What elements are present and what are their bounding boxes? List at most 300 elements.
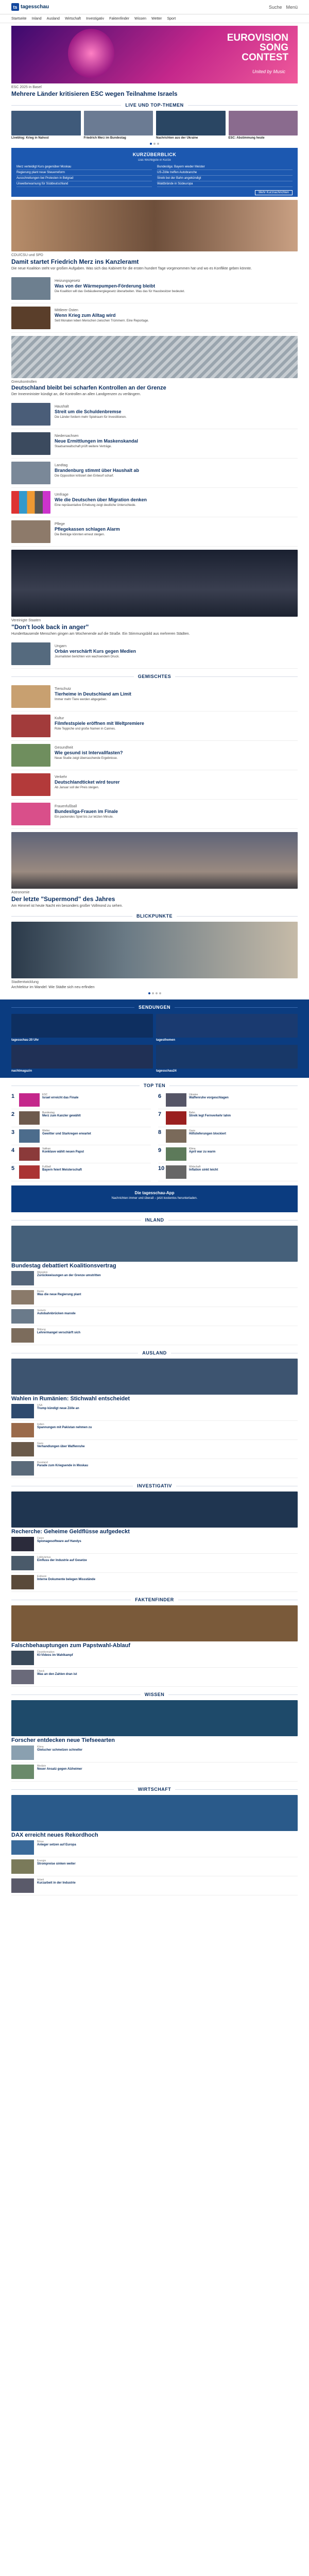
kurz-title: KURZÜBERBLICK	[132, 152, 177, 157]
fakten-title: KI-Videos im Wahlkampf	[37, 1654, 73, 1657]
wissen-kicker: Medizin	[37, 1765, 46, 1768]
story-kicker: Haushalt	[55, 405, 69, 409]
kurz-item[interactable]: Ausschreitungen bei Protesten in Belgrad	[16, 176, 152, 181]
invest-title: Spionagesoftware auf Handys	[37, 1540, 81, 1543]
fakten-thumb	[11, 1651, 34, 1665]
wire-kicker: Grenzkontrollen	[11, 380, 37, 384]
topten-item[interactable]	[158, 1145, 298, 1163]
live-card[interactable]	[156, 111, 226, 140]
story-teaser: Seit Monaten leben Menschen zwischen Trümmern. Eine Reportage.	[55, 319, 149, 323]
ausland-kicker: Gaza	[37, 1442, 43, 1445]
kurz-item[interactable]: Merz verteidigt Kurs gegenüber Moskau	[16, 164, 152, 170]
invest-thumb	[11, 1575, 34, 1589]
invest-thumb	[11, 1556, 34, 1570]
topten-item[interactable]	[11, 1127, 151, 1145]
invest-title-text: INVESTIGATIV	[133, 1483, 176, 1488]
story-teaser: Ab Januar soll der Preis steigen.	[55, 786, 99, 789]
inland-item[interactable]	[11, 1269, 298, 1288]
topten-title: Hilfslieferungen blockiert	[189, 1132, 227, 1136]
inland-item[interactable]	[11, 1288, 298, 1307]
sendung-thumb	[156, 1045, 298, 1069]
promo-text: Nachrichten immer und überall – jetzt kostenlos herunterladen.	[111, 1197, 198, 1200]
gemischt-title-text: GEMISCHTES	[134, 674, 176, 679]
sendungen-title-text: SENDUNGEN	[134, 1005, 175, 1010]
story-headline: Deutschlandticket wird teurer	[55, 779, 120, 785]
rank: 2	[11, 1111, 15, 1117]
topten-thumb	[19, 1129, 40, 1143]
fakten-title-text: FAKTENFINDER	[131, 1597, 178, 1602]
sendung-tile[interactable]	[156, 1045, 298, 1073]
wirtschaft-kicker: Arbeit	[37, 1878, 44, 1882]
wirtschaft-kicker: Energie	[37, 1859, 46, 1862]
kurz-subtitle: Das Wichtigste in Kürze	[138, 159, 171, 162]
story-headline: Wie die Deutschen über Migration denken	[55, 497, 147, 502]
inland-section-title	[11, 1217, 298, 1223]
sendung-tile[interactable]	[156, 1014, 298, 1042]
invest-item[interactable]	[11, 1573, 298, 1592]
blickpunkte-section-title	[11, 913, 298, 919]
story-teaser: Ein packendes Spiel bis zur letzten Minute.	[55, 816, 114, 819]
invest-kicker: Daten	[37, 1537, 44, 1540]
topten-kicker: Klima	[189, 1147, 196, 1150]
story-teaser: Immer mehr Tiere werden abgegeben.	[55, 698, 108, 701]
inland-item[interactable]	[11, 1326, 298, 1345]
invest-kicker: Exklusiv	[37, 1575, 47, 1578]
topten-item[interactable]	[158, 1109, 298, 1127]
topten-title: Konklave wählt neuen Papst	[42, 1150, 84, 1154]
topten-item[interactable]	[158, 1091, 298, 1109]
topten-title-text: TOP TEN	[140, 1083, 169, 1088]
sendung-thumb	[156, 1014, 298, 1038]
wissen-item[interactable]	[11, 1743, 298, 1762]
fakten-kicker: Desinformation	[37, 1651, 55, 1654]
story-teaser: Die Beiträge könnten erneut steigen.	[55, 533, 105, 536]
invest-lead-headline[interactable]: Recherche: Geheime Geldflüsse aufgedeckt	[11, 1529, 130, 1535]
story-headline: Bundesliga-Frauen im Finale	[55, 809, 118, 814]
esc-heart-graphic	[68, 29, 114, 78]
inland-thumb	[11, 1328, 34, 1343]
story-teaser: Rote Teppiche und große Namen in Cannes.	[55, 727, 116, 731]
story-kicker: Kultur	[55, 717, 64, 720]
feature-kicker: Vereinigte Staaten	[11, 619, 41, 622]
live-thumb	[229, 111, 298, 135]
rank: 7	[158, 1111, 162, 1117]
story-thumb	[11, 277, 50, 300]
hero-headline[interactable]: Mehrere Länder kritisieren ESC wegen Teilnahme Israels	[11, 90, 178, 97]
feature-headline[interactable]: "Don't look back in anger"	[11, 623, 89, 631]
wirtschaft-kicker: Börse	[37, 1840, 44, 1843]
rank: 8	[158, 1129, 162, 1136]
wirtschaft-thumb	[11, 1840, 34, 1855]
logo-icon: ts	[11, 3, 19, 11]
story-kicker: Ungarn	[55, 645, 66, 648]
main-kicker: CDU/CSU und SPD	[11, 253, 43, 257]
topten-kicker: Gaza	[189, 1129, 195, 1132]
story-headline: Orbán verschärft Kurs gegen Medien	[55, 649, 136, 654]
inland-title: Lehrermangel verschärft sich	[37, 1331, 81, 1334]
inland-title: Zurückweisungen an der Grenze umstritten	[37, 1274, 101, 1277]
invest-title: Interne Dokumente belegen Missstände	[37, 1578, 96, 1581]
sendungen-band	[0, 999, 309, 1078]
menu-link[interactable]: Menü	[286, 4, 298, 10]
nav-item[interactable]: Wissen	[134, 16, 146, 21]
kurz-item[interactable]: Streik bei der Bahn angekündigt	[157, 176, 293, 181]
moon-kicker: Astronomie	[11, 891, 30, 894]
hero-image[interactable]	[11, 26, 298, 83]
nav-item[interactable]: Ausland	[46, 16, 60, 21]
invest-thumb	[11, 1537, 34, 1551]
faktenfinder-section-title	[11, 1597, 298, 1602]
fakten-item[interactable]	[11, 1649, 298, 1668]
inland-thumb	[11, 1271, 34, 1285]
nav-item[interactable]: Wirtschaft	[64, 16, 81, 21]
moon-headline[interactable]: Der letzte "Supermond" des Jahres	[11, 895, 115, 903]
ausland-item[interactable]	[11, 1402, 298, 1421]
wissen-thumb	[11, 1745, 34, 1760]
story-headline: Was von der Wärmepumpen-Förderung bleibt	[55, 283, 156, 289]
sendung-tile[interactable]	[11, 1014, 153, 1042]
topten-section-title	[11, 1083, 298, 1088]
story-headline: Wie gesund ist Intervallfasten?	[55, 750, 123, 755]
topten-title: Bayern feiert Meisterschaft	[42, 1168, 82, 1172]
story-headline: Wenn Krieg zum Alltag wird	[55, 313, 116, 318]
story-thumb	[11, 307, 50, 329]
ausland-item[interactable]	[11, 1440, 298, 1459]
wirtschaft-title-text: WIRTSCHAFT	[134, 1787, 176, 1792]
story-headline: Tierheime in Deutschland am Limit	[55, 691, 131, 697]
feature-image[interactable]	[11, 550, 298, 617]
story-row[interactable]	[11, 459, 298, 488]
topten-kicker: Bundestag	[42, 1111, 55, 1114]
fakten-kicker: Check	[37, 1670, 45, 1673]
live-thumb	[11, 111, 81, 135]
wire-headline[interactable]: Deutschland bleibt bei scharfen Kontrollen an der Grenze	[11, 385, 166, 391]
topten-thumb	[166, 1147, 186, 1161]
topten-kicker: Ukraine	[189, 1093, 198, 1096]
main-nav	[0, 14, 309, 23]
inland-lead-image[interactable]	[11, 1226, 298, 1262]
rank: 3	[11, 1129, 15, 1136]
story-kicker: Tierschutz	[55, 687, 72, 691]
kurz-more-button[interactable]: Mehr Kurznachrichten	[255, 190, 293, 195]
nav-item[interactable]: Startseite	[11, 16, 27, 21]
invest-title: Einfluss der Industrie auf Gesetze	[37, 1559, 87, 1562]
wirtschaft-lead-image[interactable]	[11, 1795, 298, 1831]
ausland-item[interactable]	[11, 1421, 298, 1440]
topten-item[interactable]	[11, 1091, 151, 1109]
story-teaser: Staatsanwaltschaft prüft weitere Verträge.	[55, 445, 112, 448]
wissen-section-title	[11, 1692, 298, 1697]
inland-item[interactable]	[11, 1307, 298, 1326]
wirtschaft-thumb	[11, 1878, 34, 1893]
fakten-lead-image[interactable]	[11, 1605, 298, 1641]
ausland-kicker: USA	[37, 1404, 43, 1407]
live-title-text: LIVE UND TOP-THEMEN	[121, 103, 187, 108]
nav-item[interactable]: Wetter	[151, 16, 162, 21]
rank: 4	[11, 1147, 15, 1154]
story-kicker: Frauenfußball	[55, 805, 77, 808]
wissen-title: Neuer Ansatz gegen Alzheimer	[37, 1768, 82, 1771]
topten-kicker: Vatikan	[42, 1147, 51, 1150]
wissen-lead-headline[interactable]: Forscher entdecken neue Tiefseearten	[11, 1737, 115, 1743]
topten-title: Streik legt Fernverkehr lahm	[189, 1114, 231, 1117]
kurz-item[interactable]: Bundesliga: Bayern wieder Meister	[157, 164, 293, 170]
topten-item[interactable]	[11, 1109, 151, 1127]
inland-kicker: Migration	[37, 1271, 48, 1274]
main-headline[interactable]: Damit startet Friedrich Merz ins Kanzleramt	[11, 258, 139, 265]
live-thumb	[156, 111, 226, 135]
story-row[interactable]	[11, 770, 298, 800]
story-thumb	[11, 744, 50, 767]
kurz-item[interactable]: Regierung plant neue Steuerreform	[16, 170, 152, 176]
wirtschaft-item[interactable]	[11, 1838, 298, 1857]
hero-title: EUROVISION SONG CONTEST	[227, 32, 288, 63]
story-headline: Streit um die Schuldenbremse	[55, 409, 122, 414]
rank: 9	[158, 1147, 162, 1154]
blick-kicker: Stadtentwicklung	[11, 980, 39, 984]
chart-thumb	[11, 491, 50, 514]
story-kicker: Umfrage	[55, 493, 68, 497]
sendung-label: tagesthemen	[156, 1039, 176, 1042]
topten-thumb	[19, 1111, 40, 1125]
sendung-label: tagesschau 20 Uhr	[11, 1039, 39, 1042]
hero-subtitle: United by Music	[252, 69, 285, 74]
topten-thumb	[166, 1093, 186, 1107]
ausland-title: Trump kündigt neue Zölle an	[37, 1407, 79, 1410]
topten-thumb	[166, 1165, 186, 1179]
sendung-label: nachtmagazin	[11, 1070, 32, 1073]
wissen-kicker: Klima	[37, 1745, 44, 1749]
topten-item[interactable]	[11, 1145, 151, 1163]
topten-kicker: Wetter	[42, 1129, 50, 1132]
logo[interactable]	[11, 3, 49, 11]
inland-kicker: Rente	[37, 1290, 44, 1293]
topten-thumb	[166, 1129, 186, 1143]
inland-lead-headline[interactable]: Bundestag debattiert Koalitionsvertrag	[11, 1263, 116, 1269]
kurz-item[interactable]: Unwetterwarnung für Süddeutschland	[16, 181, 152, 187]
logo-text: tagesschau	[21, 4, 49, 10]
carousel-dots[interactable]	[0, 143, 309, 145]
story-thumb	[11, 520, 50, 543]
rank: 10	[158, 1165, 165, 1172]
promo-title: Die tagesschau-App	[134, 1191, 175, 1195]
wirtschaft-title: Strompreise sinken weiter	[37, 1862, 76, 1866]
wirtschaft-section-title	[11, 1787, 298, 1792]
wire-teaser: Der Innenminister kündigt an, die Kontrollen an allen Landgrenzen zu verlängern.	[11, 393, 141, 396]
story-row[interactable]	[11, 274, 298, 303]
inland-thumb	[11, 1290, 34, 1304]
story-kicker: Heizungsgesetz	[55, 279, 80, 283]
ausland-kicker: Russland	[37, 1461, 48, 1464]
ausland-thumb	[11, 1442, 34, 1456]
story-row[interactable]	[11, 303, 298, 333]
invest-lead-image[interactable]	[11, 1492, 298, 1528]
story-headline: Brandenburg stimmt über Haushalt ab	[55, 468, 140, 473]
story-thumb	[11, 773, 50, 796]
wirtschaft-thumb	[11, 1859, 34, 1874]
topten-thumb	[166, 1111, 186, 1125]
sendung-label: tagesschau24	[156, 1070, 177, 1073]
ausland-title: Parade zum Kriegsende in Moskau	[37, 1464, 89, 1467]
story-thumb	[11, 642, 50, 665]
story-teaser: Die Koalition will das Gebäudeenergiegesetz überarbeiten. Was das für Hausbesitzer bedeutet.	[55, 290, 185, 293]
story-kicker: Verkehr	[55, 775, 67, 779]
story-row[interactable]	[11, 517, 298, 547]
inland-kicker: Bildung	[37, 1328, 46, 1331]
story-teaser: Journalisten berichten von wachsendem Druck.	[55, 655, 120, 658]
story-thumb	[11, 432, 50, 455]
kurz-item[interactable]: Waldbrände in Südeuropa	[157, 181, 293, 187]
barbed-wire-image[interactable]	[11, 336, 298, 378]
blick-caption: Architektur im Wandel: Wie Städte sich neu erfinden	[11, 986, 95, 989]
live-thumb	[84, 111, 153, 135]
ausland-item[interactable]	[11, 1459, 298, 1478]
invest-kicker: Lobbyismus	[37, 1556, 51, 1559]
topten-item[interactable]	[158, 1163, 298, 1181]
story-kicker: Mittlerer Osten	[55, 309, 78, 312]
ausland-thumb	[11, 1461, 34, 1476]
wissen-thumb	[11, 1765, 34, 1779]
carousel-dots[interactable]	[0, 992, 309, 994]
topten-title: Inflation sinkt leicht	[189, 1168, 218, 1172]
inland-title: Was die neue Regierung plant	[37, 1293, 81, 1296]
ausland-thumb	[11, 1423, 34, 1437]
story-row[interactable]	[11, 682, 298, 711]
blickpunkte-image[interactable]	[11, 922, 298, 978]
rank: 5	[11, 1165, 15, 1172]
feature-teaser: Hunderttausende Menschen gingen am Wochenende auf die Straße. Ein Stimmungsbild aus mehreren Städten.	[11, 632, 190, 636]
story-kicker: Pflege	[55, 522, 65, 526]
story-thumb	[11, 462, 50, 484]
topten-kicker: Bahn	[189, 1111, 195, 1114]
nav-item[interactable]: Inland	[31, 16, 42, 21]
topten-title: April war zu warm	[189, 1150, 216, 1154]
topten-item[interactable]	[11, 1163, 151, 1181]
wirtschaft-title: Anleger setzen auf Europa	[37, 1843, 76, 1846]
story-row[interactable]	[11, 488, 298, 517]
ausland-lead-image[interactable]	[11, 1359, 298, 1395]
story-row[interactable]	[11, 741, 298, 770]
story-row[interactable]	[11, 800, 298, 829]
inland-title-text: INLAND	[141, 1217, 168, 1223]
story-headline: Filmfestspiele eröffnen mit Weltpremiere	[55, 721, 144, 726]
story-row[interactable]	[11, 639, 298, 669]
invest-item[interactable]	[11, 1535, 298, 1554]
wissen-title: Gletscher schmelzen schneller	[37, 1749, 83, 1752]
inland-kicker: Verkehr	[37, 1309, 46, 1312]
wissen-lead-image[interactable]	[11, 1700, 298, 1736]
main-teaser: Die neue Koalition steht vor großen Aufgaben. Was sich das Kabinett für die ersten hundert Tage vorgenommen hat und wo es Konflikte geben könnte.	[11, 267, 252, 270]
kurzueberblick-box	[11, 148, 298, 197]
live-caption: Liveblog: Krieg in Nahost	[11, 137, 49, 140]
inland-thumb	[11, 1309, 34, 1324]
story-teaser: Eine repräsentative Erhebung zeigt deutliche Unterschiede.	[55, 504, 136, 507]
topten-thumb	[19, 1165, 40, 1179]
wirtschaft-item[interactable]	[11, 1857, 298, 1876]
wissen-item[interactable]	[11, 1762, 298, 1782]
nav-item[interactable]: Sport	[167, 16, 176, 21]
rank: 6	[158, 1093, 162, 1099]
blick-title-text: BLICKPUNKTE	[132, 913, 177, 919]
story-kicker: Landtag	[55, 464, 68, 467]
live-section-title	[11, 103, 298, 108]
story-thumb	[11, 685, 50, 708]
live-card[interactable]	[11, 111, 81, 140]
topten-title: Waffenruhe vorgeschlagen	[189, 1096, 229, 1099]
live-strip	[0, 111, 309, 140]
topten-title: Israel erreicht das Finale	[42, 1096, 79, 1099]
ausland-title: Verhandlungen über Waffenruhe	[37, 1445, 85, 1448]
investigativ-section-title	[11, 1483, 298, 1488]
ausland-lead-headline[interactable]: Wahlen in Rumänien: Stichwahl entscheidet	[11, 1396, 130, 1402]
topten-item[interactable]	[158, 1127, 298, 1145]
story-row[interactable]	[11, 711, 298, 741]
sendung-thumb	[11, 1045, 153, 1069]
wirtschaft-item[interactable]	[11, 1876, 298, 1895]
nav-item[interactable]: Investigativ	[86, 16, 105, 21]
topten-title: Gewitter und Starkregen erwartet	[42, 1132, 91, 1136]
live-caption: Friedrich Merz im Bundestag	[83, 137, 126, 140]
story-row[interactable]	[11, 400, 298, 429]
fakten-thumb	[11, 1670, 34, 1684]
ausland-kicker: Indien	[37, 1423, 44, 1426]
kurz-item[interactable]: US-Zölle treffen Autobranche	[157, 170, 293, 176]
ausland-thumb	[11, 1404, 34, 1418]
fakten-lead-headline[interactable]: Falschbehauptungen zum Papstwahl-Ablauf	[11, 1642, 131, 1649]
live-caption: Nachrichten aus der Ukraine	[156, 137, 198, 140]
story-teaser: Neue Studie zeigt überraschende Ergebnisse.	[55, 757, 118, 760]
sendung-thumb	[11, 1014, 153, 1038]
search-link[interactable]: Suche	[268, 4, 282, 10]
invest-item[interactable]	[11, 1554, 298, 1573]
topten-title: Merz zum Kanzler gewählt	[42, 1114, 81, 1117]
fakten-title: Was an den Zahlen dran ist	[37, 1673, 77, 1676]
story-kicker: Niedersachsen	[55, 434, 79, 438]
story-headline: Neue Ermittlungen im Maskenskandal	[55, 438, 139, 444]
nav-item[interactable]: Faktenfinder	[109, 16, 130, 21]
fakten-item[interactable]	[11, 1668, 298, 1687]
topten-thumb	[19, 1093, 40, 1107]
ausland-section-title	[11, 1350, 298, 1355]
story-teaser: Die Länder fordern mehr Spielraum für Investitionen.	[55, 416, 127, 419]
live-card[interactable]	[84, 111, 153, 140]
story-headline: Pflegekassen schlagen Alarm	[55, 527, 120, 532]
topten-kicker: Fußball	[42, 1165, 51, 1168]
live-caption: ESC: Abstimmung heute	[228, 137, 265, 140]
main-story-image[interactable]	[11, 200, 298, 251]
header	[0, 0, 309, 14]
topten-list	[11, 1091, 298, 1181]
app-promo[interactable]	[11, 1185, 298, 1212]
story-thumb	[11, 715, 50, 737]
topten-kicker: Wirtschaft	[189, 1165, 201, 1168]
moon-image[interactable]	[11, 832, 298, 889]
wissen-title-text: WISSEN	[141, 1692, 169, 1697]
sendungen-section-title	[11, 1005, 298, 1010]
story-row[interactable]	[11, 429, 298, 459]
hero-kicker: ESC 2025 in Basel	[11, 86, 42, 89]
gemischt-section-title	[11, 674, 298, 679]
wirtschaft-lead-headline[interactable]: DAX erreicht neues Rekordhoch	[11, 1832, 98, 1838]
sendung-tile[interactable]	[11, 1045, 153, 1073]
rank: 1	[11, 1093, 15, 1099]
moon-teaser: Am Himmel ist heute Nacht ein besonders großer Vollmond zu sehen.	[11, 904, 123, 908]
story-thumb	[11, 403, 50, 426]
live-card[interactable]	[229, 111, 298, 140]
story-teaser: Die Opposition kritisiert den Entwurf scharf.	[55, 474, 114, 478]
story-kicker: Gesundheit	[55, 746, 73, 750]
ausland-title: Spannungen mit Pakistan nehmen zu	[37, 1426, 92, 1429]
